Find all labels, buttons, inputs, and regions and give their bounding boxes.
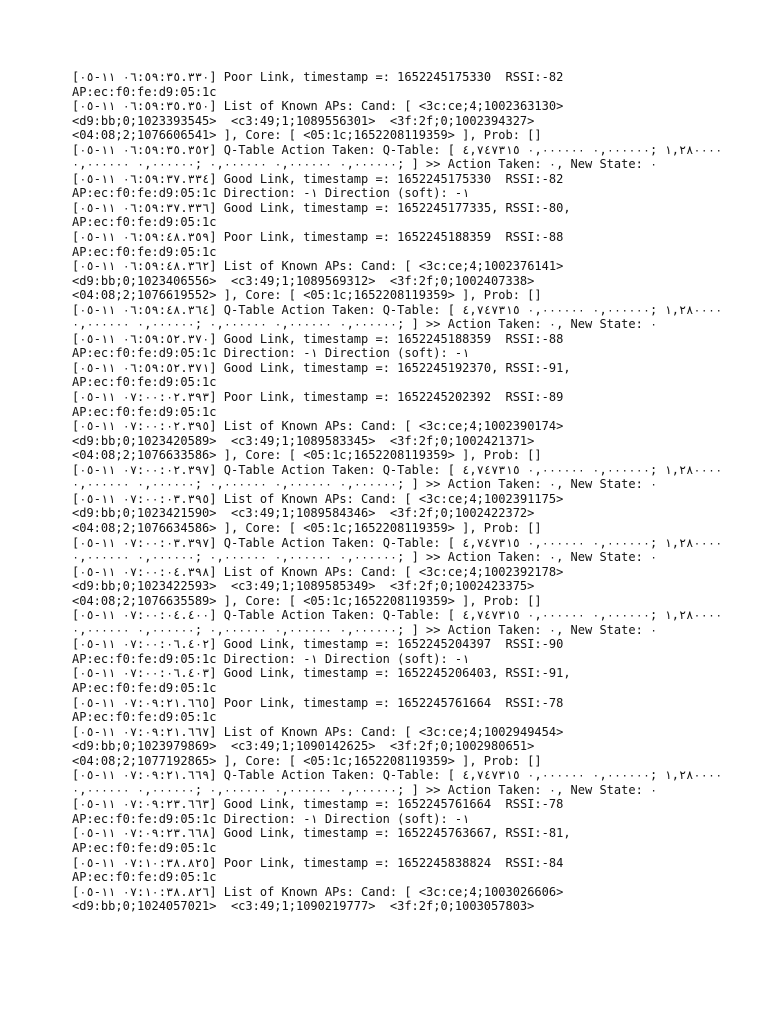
log-line: <04:08;2;1076635589> ], Core: [ <05:1c;1652208119359> ], Prob: [] (72, 593, 542, 608)
log-line: AP:ec:f0:fe:d9:05:1c Direction: -١ Direction (soft): -١ (72, 186, 470, 201)
log-line: [٠٦:٥٩:٣٥.٣٥٢ ١١-٠٥] Q-Table Action Taken: Q-Table: [ ١,٢٨٠٠٠٠ ;٠,٠٠٠٠٠٠ ٠,٠٠٠٠٠٠ ٤,٧٤٧٣١٥ (72, 142, 723, 157)
log-line: [٠٧:١٠:٣٨.٨٢٥ ١١-٠٥] Poor Link, timestamp =: 1652245838824 RSSI:-84 (72, 855, 564, 870)
log-line: <04:08;2;1076633586> ], Core: [ <05:1c;1652208119359> ], Prob: [] (72, 448, 542, 463)
log-line: AP:ec:f0:fe:d9:05:1c (72, 375, 217, 390)
log-line: AP:ec:f0:fe:d9:05:1c (72, 870, 217, 885)
log-line: [٠٦:٥٩:٥٢.٣٧١ ١١-٠٥] Good Link, timestamp =: 1652245192370, RSSI:-91, (72, 360, 571, 375)
log-line: AP:ec:f0:fe:d9:05:1c (72, 404, 217, 419)
log-line: [٠٧:٠٠:٠٢.٣٩٥ ١١-٠٥] List of Known APs: Cand: [ <3c:ce;4;1002390174> (72, 419, 564, 434)
log-line: AP:ec:f0:fe:d9:05:1c Direction: -١ Direction (soft): -١ (72, 651, 470, 666)
log-line: <d9:bb;0;1024057021> <c3:49;1;1090219777> <3f:2f;0;1003057803> (72, 899, 535, 914)
log-line: ٠,٠٠٠٠٠٠ ٠,٠٠٠٠٠٠ ٠,٠٠٠٠٠٠ ;٠,٠٠٠٠٠٠ ٠,٠٠٠٠٠٠; ] >> Action Taken: ٠, New State: ٠ (72, 157, 658, 172)
log-document (72, 70, 732, 914)
log-line: [٠٧:١٠:٣٨.٨٢٦ ١١-٠٥] List of Known APs: Cand: [ <3c:ce;4;1003026606> (72, 884, 564, 899)
log-line: AP:ec:f0:fe:d9:05:1c Direction: -١ Direction (soft): -١ (72, 346, 470, 361)
log-line: AP:ec:f0:fe:d9:05:1c (72, 215, 217, 230)
log-line: [٠٧:٠٩:٢١.٦٦٩ ١١-٠٥] Q-Table Action Taken: Q-Table: [ ١,٢٨٠٠٠٠ ;٠,٠٠٠٠٠٠ ٠,٠٠٠٠٠٠ ٤,٧٤٧٣١٥ (72, 768, 723, 783)
log-line: [٠٧:٠٠:٠٦.٤٠٢ ١١-٠٥] Good Link, timestamp =: 1652245204397 RSSI:-90 (72, 637, 564, 652)
log-line: ٠,٠٠٠٠٠٠ ٠,٠٠٠٠٠٠ ٠,٠٠٠٠٠٠ ;٠,٠٠٠٠٠٠ ٠,٠٠٠٠٠٠; ] >> Action Taken: ٠, New State: ٠ (72, 317, 658, 332)
log-line: <d9:bb;0;1023979869> <c3:49;1;1090142625> <3f:2f;0;1002980651> (72, 739, 535, 754)
log-line: [٠٧:٠٩:٢١.٦٦٥ ١١-٠٥] Poor Link, timestamp =: 1652245761664 RSSI:-78 (72, 695, 564, 710)
log-line: <d9:bb;0;1023421590> <c3:49;1;1089584346> <3f:2f;0;1002422372> (72, 506, 535, 521)
log-line: [٠٧:٠٠:٠٢.٣٩٣ ١١-٠٥] Poor Link, timestamp =: 1652245202392 RSSI:-89 (72, 390, 564, 405)
log-line: [٠٧:٠٠:٠٢.٣٩٧ ١١-٠٥] Q-Table Action Taken: Q-Table: [ ١,٢٨٠٠٠٠ ;٠,٠٠٠٠٠٠ ٠,٠٠٠٠٠٠ ٤,٧٤٧٣١٥ (72, 462, 723, 477)
log-line: <d9:bb;0;1023420589> <c3:49;1;1089583345> <3f:2f;0;1002421371> (72, 433, 535, 448)
log-line: [٠٧:٠٠:٠٣.٣٩٥ ١١-٠٥] List of Known APs: Cand: [ <3c:ce;4;1002391175> (72, 491, 564, 506)
log-line: [٠٧:٠٩:٢٣.٦٦٣ ١١-٠٥] Good Link, timestamp =: 1652245761664 RSSI:-78 (72, 797, 564, 812)
log-line: ٠,٠٠٠٠٠٠ ٠,٠٠٠٠٠٠ ٠,٠٠٠٠٠٠ ;٠,٠٠٠٠٠٠ ٠,٠٠٠٠٠٠; ] >> Action Taken: ٠, New State: ٠ (72, 550, 658, 565)
log-line: [٠٦:٥٩:٤٨.٣٥٩ ١١-٠٥] Poor Link, timestamp =: 1652245188359 RSSI:-88 (72, 230, 564, 245)
log-line: ٠,٠٠٠٠٠٠ ٠,٠٠٠٠٠٠ ٠,٠٠٠٠٠٠ ;٠,٠٠٠٠٠٠ ٠,٠٠٠٠٠٠; ] >> Action Taken: ٠, New State: ٠ (72, 782, 658, 797)
log-line: [٠٦:٥٩:٣٧.٣٣٦ ١١-٠٥] Good Link, timestamp =: 1652245177335, RSSI:-80, (72, 200, 571, 215)
log-line: AP:ec:f0:fe:d9:05:1c (72, 84, 217, 99)
log-line: AP:ec:f0:fe:d9:05:1c Direction: -١ Direction (soft): -١ (72, 811, 470, 826)
log-line: [٠٧:٠٠:٠٣.٣٩٧ ١١-٠٥] Q-Table Action Taken: Q-Table: [ ١,٢٨٠٠٠٠ ;٠,٠٠٠٠٠٠ ٠,٠٠٠٠٠٠ ٤,٧٤٧٣١٥ (72, 535, 723, 550)
log-line: <04:08;2;1076634586> ], Core: [ <05:1c;1652208119359> ], Prob: [] (72, 520, 542, 535)
log-line: <d9:bb;0;1023406556> <c3:49;1;1089569312> <3f:2f;0;1002407338> (72, 273, 535, 288)
log-line: [٠٧:٠٠:٠٤.٤٠٠ ١١-٠٥] Q-Table Action Taken: Q-Table: [ ١,٢٨٠٠٠٠ ;٠,٠٠٠٠٠٠ ٠,٠٠٠٠٠٠ ٤,٧٤٧٣١٥ (72, 608, 723, 623)
log-line: [٠٦:٥٩:٥٢.٣٧٠ ١١-٠٥] Good Link, timestamp =: 1652245188359 RSSI:-88 (72, 331, 564, 346)
log-line: ٠,٠٠٠٠٠٠ ٠,٠٠٠٠٠٠ ٠,٠٠٠٠٠٠ ;٠,٠٠٠٠٠٠ ٠,٠٠٠٠٠٠; ] >> Action Taken: ٠, New State: ٠ (72, 622, 658, 637)
log-line: [٠٦:٥٩:٣٥.٣٥٠ ١١-٠٥] List of Known APs: Cand: [ <3c:ce;4;1002363130> (72, 99, 564, 114)
log-line: [٠٧:٠٩:٢٣.٦٦٨ ١١-٠٥] Good Link, timestamp =: 1652245763667, RSSI:-81, (72, 826, 571, 841)
log-line: <d9:bb;0;1023393545> <c3:49;1;1089556301> <3f:2f;0;1002394327> (72, 113, 535, 128)
log-line: <04:08;2;1077192865> ], Core: [ <05:1c;1652208119359> ], Prob: [] (72, 753, 542, 768)
log-line: AP:ec:f0:fe:d9:05:1c (72, 680, 217, 695)
log-line: [٠٦:٥٩:٣٥.٣٣٠ ١١-٠٥] Poor Link, timestamp =: 1652245175330 RSSI:-82 (72, 70, 564, 84)
log-line: [٠٧:٠٩:٢١.٦٦٧ ١١-٠٥] List of Known APs: Cand: [ <3c:ce;4;1002949454> (72, 724, 564, 739)
log-line: <04:08;2;1076619552> ], Core: [ <05:1c;1652208119359> ], Prob: [] (72, 288, 542, 303)
log-line: [٠٦:٥٩:٣٧.٣٣٤ ١١-٠٥] Good Link, timestamp =: 1652245175330 RSSI:-82 (72, 171, 564, 186)
log-line: <d9:bb;0;1023422593> <c3:49;1;1089585349> <3f:2f;0;1002423375> (72, 579, 535, 594)
log-line: ٠,٠٠٠٠٠٠ ٠,٠٠٠٠٠٠ ٠,٠٠٠٠٠٠ ;٠,٠٠٠٠٠٠ ٠,٠٠٠٠٠٠; ] >> Action Taken: ٠, New State: ٠ (72, 477, 658, 492)
log-line: [٠٦:٥٩:٤٨.٣٦٤ ١١-٠٥] Q-Table Action Taken: Q-Table: [ ١,٢٨٠٠٠٠ ;٠,٠٠٠٠٠٠ ٠,٠٠٠٠٠٠ ٤,٧٤٧٣١٥ (72, 302, 723, 317)
log-line: [٠٧:٠٠:٠٦.٤٠٣ ١١-٠٥] Good Link, timestamp =: 1652245206403, RSSI:-91, (72, 666, 571, 681)
log-line: [٠٦:٥٩:٤٨.٣٦٢ ١١-٠٥] List of Known APs: Cand: [ <3c:ce;4;1002376141> (72, 259, 564, 274)
log-line: [٠٧:٠٠:٠٤.٣٩٨ ١١-٠٥] List of Known APs: Cand: [ <3c:ce;4;1002392178> (72, 564, 564, 579)
log-line: <04:08;2;1076606541> ], Core: [ <05:1c;1652208119359> ], Prob: [] (72, 128, 542, 143)
log-line: AP:ec:f0:fe:d9:05:1c (72, 840, 217, 855)
log-line: AP:ec:f0:fe:d9:05:1c (72, 244, 217, 259)
log-line: AP:ec:f0:fe:d9:05:1c (72, 710, 217, 725)
